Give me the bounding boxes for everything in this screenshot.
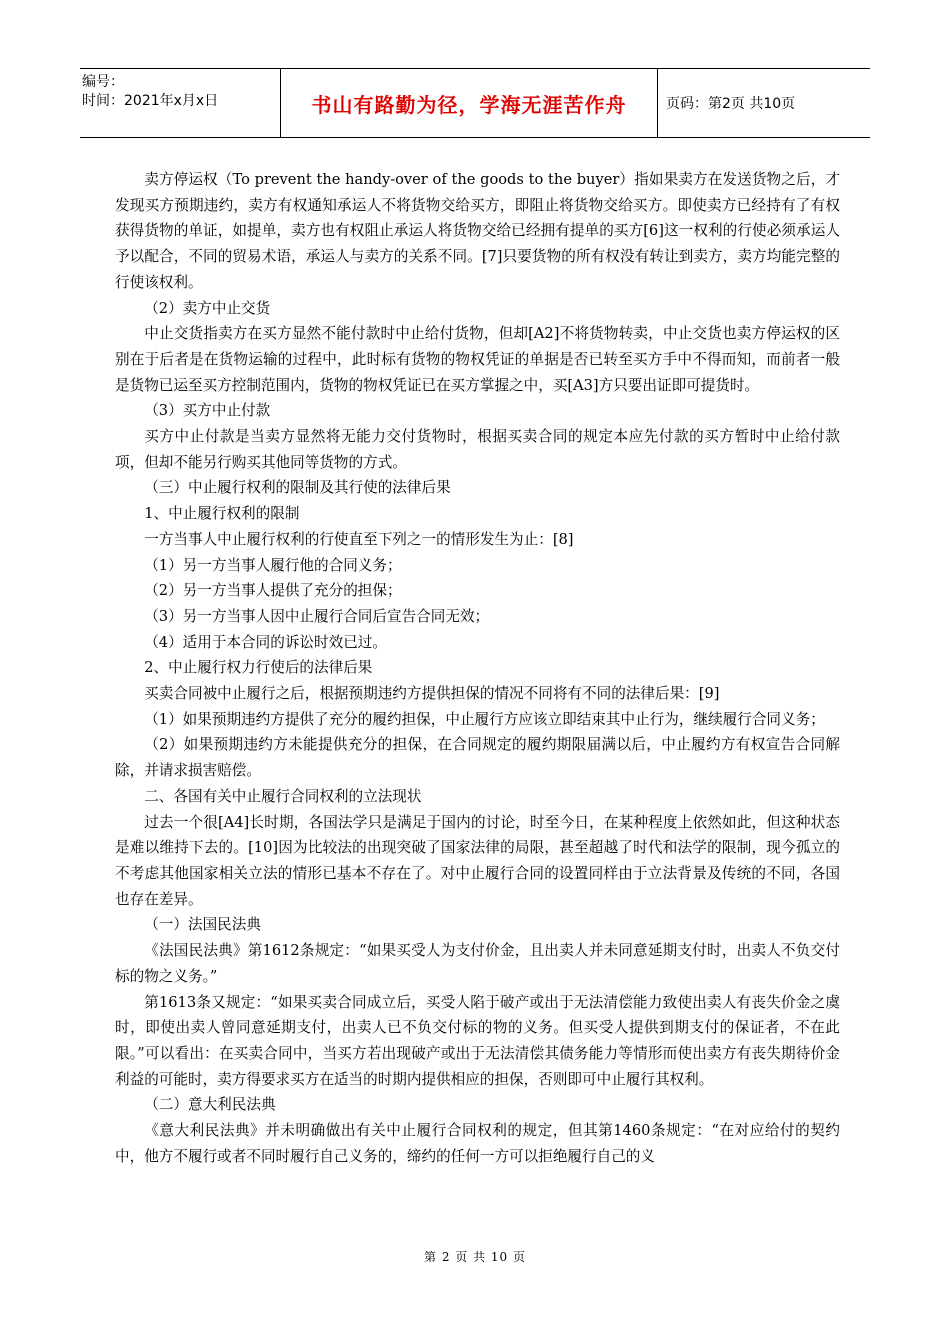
paragraph: 中止交货指卖方在买方显然不能付款时中止给付货物，但却[A2]不将货物转卖，中止交货也卖方停运权的区别在于后者是在货物运输的过程中，此时标有货物的物权凭证的单据是否已转至买方手中不得而知，而前者一般是货物已运至买方控制范围内，货物的物权凭证已在买方掌握之中，买[A3]方只要出证即可提货时。	[115, 325, 840, 394]
header-motto: 书山有路勤为径，学海无涯苦作舟	[311, 92, 627, 117]
paragraph: 一方当事人中止履行权利的行使直至下列之一的情形发生为止：[8]	[144, 530, 574, 548]
document-number-label: 编号：	[82, 74, 124, 90]
header-page-info: 页码：第2页 共10页	[666, 96, 796, 112]
page-footer: 第 2 页 共 10 页	[424, 1250, 526, 1264]
header-meta	[80, 69, 281, 137]
paragraph: 买卖合同被中止履行之后，根据预期违约方提供担保的情况不同将有不同的法律后果：[9]	[144, 685, 720, 703]
list-item: （3）另一方当事人因中止履行合同后宣告合同无效；	[144, 607, 490, 625]
section-heading: 二、各国有关中止履行合同权利的立法现状	[144, 787, 422, 805]
list-item: （2）另一方当事人提供了充分的担保；	[144, 582, 402, 600]
section-heading: （二）意大利民法典	[144, 1096, 276, 1114]
paragraph: 卖方停运权（To prevent the handy-over of the goods to the buyer）指如果卖方在发送货物之后，才发现买方预期违约，卖方有权通知承运人不将货物交给买方，即阻止将货物交给买方。即使卖方已经持有了有权获得货物的单证，如提单，卖方也有权阻止承运人将货物交给已经拥有提单的买方[6]这一权利的行使必须承运人予以配合，不同的贸易术语，承运人与卖方的关系不同。[7]只要货物的所有权没有转让到卖方，卖方均能完整的行使该权利。	[115, 171, 840, 291]
document-date: 时间：2021年x月x日	[82, 93, 219, 109]
section-heading: （2）卖方中止交货	[144, 299, 271, 317]
section-heading: （3）买方中止付款	[144, 402, 271, 420]
paragraph: 过去一个很[A4]长时期，各国法学只是满足于国内的讨论，时至今日，在某种程度上依然如此，但这种状态是难以维持下去的。[10]因为比较法的出现突破了国家法律的局限，甚至超越了时代和法学的限制，现今孤立的不考虑其他国家相关立法的情形已基本不存在了。对中止履行合同的设置同样由于立法背景及传统的不同，各国也存在差异。	[115, 813, 840, 908]
list-item: （2）如果预期违约方未能提供充分的担保，在合同规定的履约期限届满以后，中止履约方有权宣告合同解除，并请求损害赔偿。	[115, 736, 840, 780]
section-heading: 2、中止履行权力行使后的法律后果	[144, 659, 373, 677]
document-body	[115, 167, 840, 1169]
section-heading: （一）法国民法典	[144, 916, 261, 934]
paragraph: 第1613条又规定：“如果买卖合同成立后，买受人陷于破产或出于无法清偿能力致使出卖人有丧失价金之虞时，即使出卖人曾同意延期支付，出卖人已不负交付标的物的义务。但买受人提供到期支付的保证者，不在此限。”可以看出：在买卖合同中，当买方若出现破产或出于无法清偿其债务能力等情形而使出卖方有丧失期待价金利益的可能时，卖方得要求买方在适当的时期内提供相应的担保，否则即可中止履行其权利。	[115, 993, 840, 1088]
paragraph: 买方中止付款是当卖方显然将无能力交付货物时，根据买卖合同的规定本应先付款的买方暂时中止给付款项，但却不能另行购买其他同等货物的方式。	[115, 428, 840, 471]
page-header	[80, 68, 870, 138]
paragraph: 《意大利民法典》并未明确做出有关中止履行合同权利的规定，但其第1460条规定：“在对应给付的契约中，他方不履行或者不同时履行自己义务的，缔约的任何一方可以拒绝履行自己的义	[115, 1122, 840, 1165]
section-heading: 1、中止履行权利的限制	[144, 505, 300, 523]
list-item: （4）适用于本合同的诉讼时效已过。	[144, 633, 387, 651]
paragraph: 《法国民法典》第1612条规定：“如果买受人为支付价金，且出卖人并未同意延期支付时，出卖人不负交付标的物之义务。”	[115, 942, 840, 985]
section-heading: （三）中止履行权利的限制及其行使的法律后果	[144, 479, 451, 497]
header-motto-cell	[281, 69, 658, 137]
list-item: （1）另一方当事人履行他的合同义务；	[144, 556, 402, 574]
list-item: （1）如果预期违约方提供了充分的履约担保，中止履行方应该立即结束其中止行为，继续履行合同义务；	[144, 710, 825, 728]
